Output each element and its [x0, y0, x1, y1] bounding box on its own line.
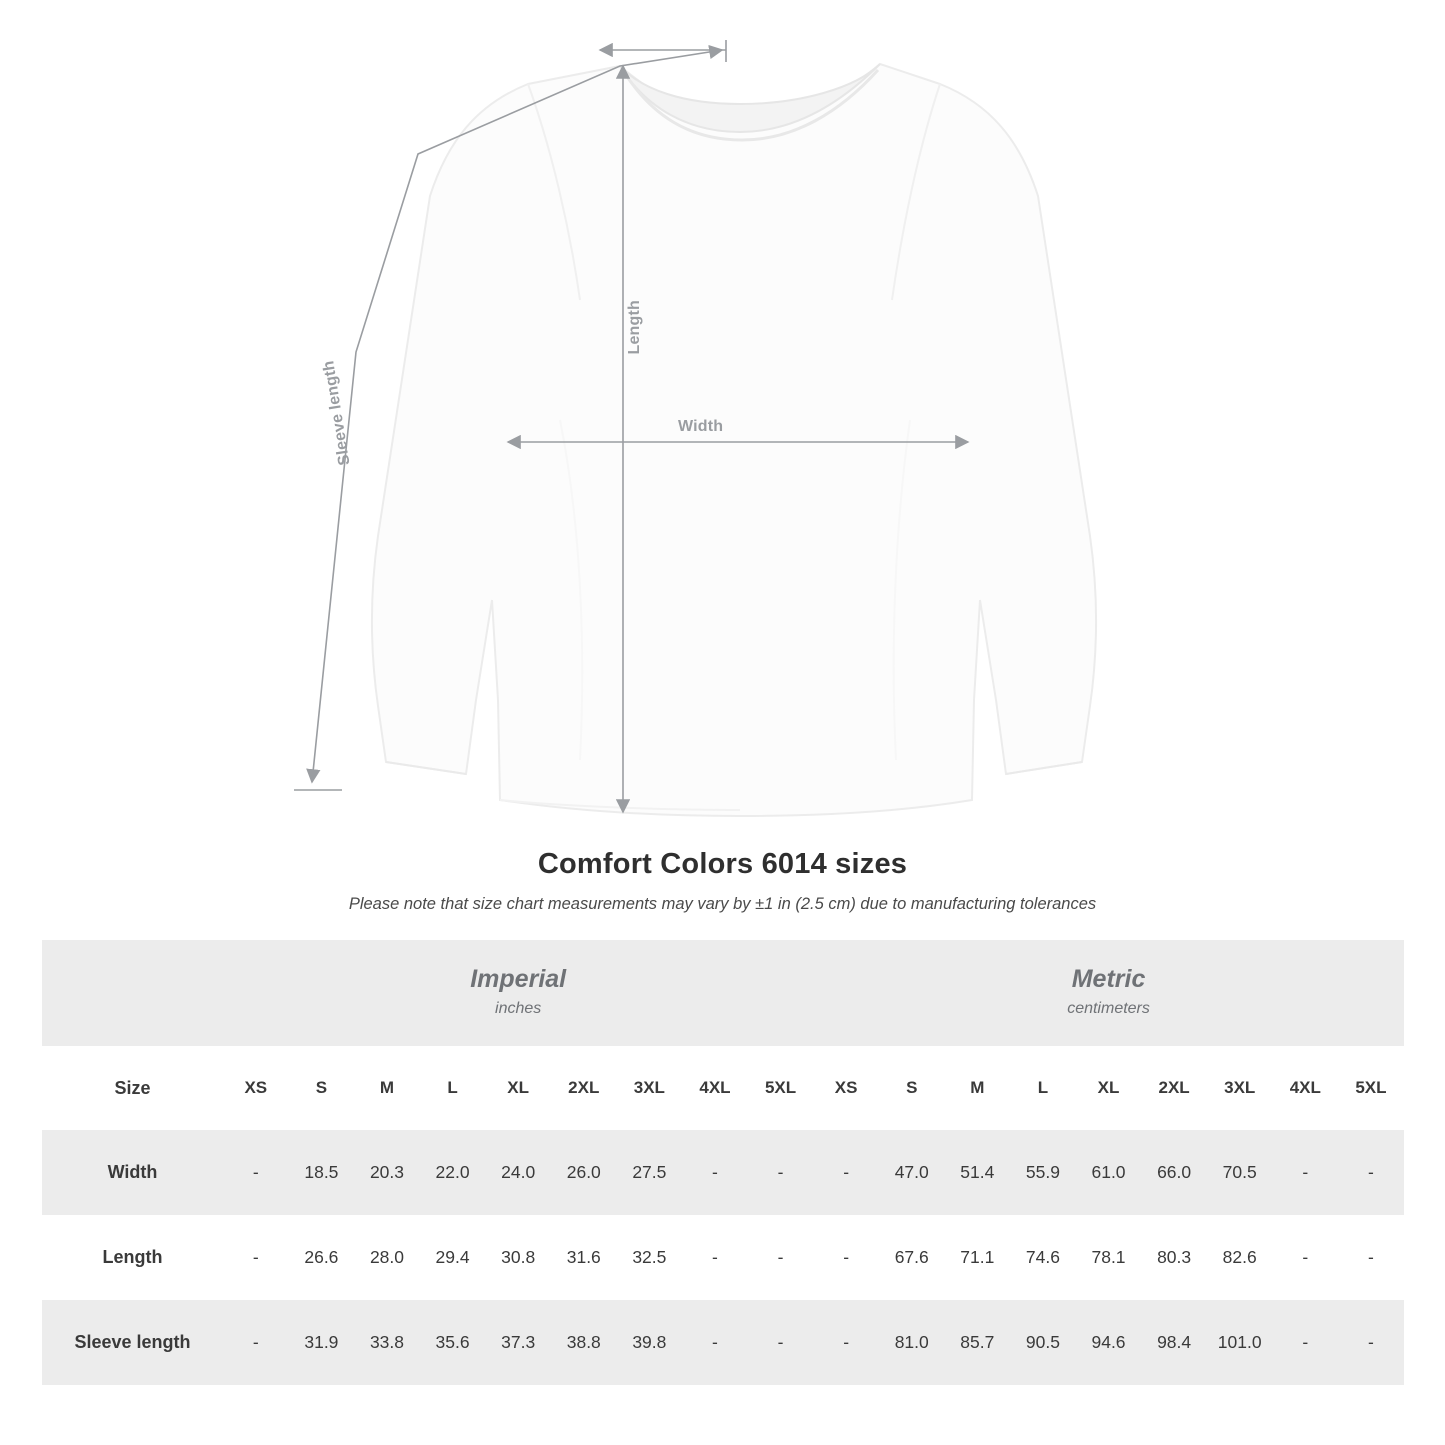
length-label: Length [626, 300, 643, 355]
cell-width-metric-xs: - [813, 1130, 879, 1215]
size-col-imperial-s: S [289, 1046, 355, 1130]
cell-length-imperial-xl: 30.8 [485, 1215, 551, 1300]
cell-length-metric-m: 71.1 [945, 1215, 1011, 1300]
cell-sleeve-imperial-xs: - [223, 1300, 289, 1385]
page-title: Comfort Colors 6014 sizes [537, 848, 908, 880]
size-col-imperial-m: M [354, 1046, 420, 1130]
cell-sleeve-imperial-m: 33.8 [354, 1300, 420, 1385]
table-row [42, 1215, 1404, 1300]
cell-width-imperial-s: 18.5 [289, 1130, 355, 1215]
cell-length-metric-l: 74.6 [1010, 1215, 1076, 1300]
cell-width-imperial-xs: - [223, 1130, 289, 1215]
sleeve-length-label-text: Sleeve length [320, 359, 354, 467]
size-col-metric-4xl: 4XL [1273, 1046, 1339, 1130]
unit-header-metric [813, 940, 1403, 1046]
unit-header-imperial [223, 940, 813, 1046]
cell-sleeve-imperial-3xl: 39.8 [617, 1300, 683, 1385]
unit-sub-metric: centimeters [1067, 1000, 1150, 1018]
size-col-imperial-xl: XL [485, 1046, 551, 1130]
cell-width-imperial-xl: 24.0 [485, 1130, 551, 1215]
cell-length-metric-5xl: - [1338, 1215, 1404, 1300]
cell-width-imperial-m: 20.3 [354, 1130, 420, 1215]
size-col-metric-xs: XS [813, 1046, 879, 1130]
cell-width-metric-xl: 61.0 [1076, 1130, 1142, 1215]
size-col-metric-2xl: 2XL [1141, 1046, 1207, 1130]
cell-width-metric-5xl: - [1338, 1130, 1404, 1215]
unit-header-row [42, 940, 1404, 1046]
table-row [42, 1300, 1404, 1385]
tolerance-note: Please note that size chart measurements may vary by ±1 in (2.5 cm) due to manufacturing tolerances [348, 895, 1097, 913]
size-col-imperial-4xl: 4XL [682, 1046, 748, 1130]
cell-width-metric-2xl: 66.0 [1141, 1130, 1207, 1215]
size-col-metric-xl: XL [1076, 1046, 1142, 1130]
cell-width-metric-3xl: 70.5 [1207, 1130, 1273, 1215]
cell-sleeve-metric-5xl: - [1338, 1300, 1404, 1385]
cell-length-metric-s: 67.6 [879, 1215, 945, 1300]
unit-name-imperial: Imperial [470, 964, 567, 993]
cell-sleeve-imperial-2xl: 38.8 [551, 1300, 617, 1385]
shirt-shape [372, 64, 1096, 816]
cell-length-metric-xs: - [813, 1215, 879, 1300]
cell-length-imperial-3xl: 32.5 [617, 1215, 683, 1300]
cell-width-imperial-l: 22.0 [420, 1130, 486, 1215]
size-table [42, 940, 1404, 1385]
size-header-cell: Size [42, 1046, 223, 1130]
cell-width-metric-l: 55.9 [1010, 1130, 1076, 1215]
cell-sleeve-imperial-5xl: - [748, 1300, 814, 1385]
cell-width-imperial-5xl: - [748, 1130, 814, 1215]
cell-length-imperial-4xl: - [682, 1215, 748, 1300]
cell-sleeve-metric-3xl: 101.0 [1207, 1300, 1273, 1385]
cell-width-metric-m: 51.4 [945, 1130, 1011, 1215]
cell-sleeve-imperial-s: 31.9 [289, 1300, 355, 1385]
cell-width-imperial-3xl: 27.5 [617, 1130, 683, 1215]
cell-width-metric-4xl: - [1273, 1130, 1339, 1215]
cell-sleeve-imperial-xl: 37.3 [485, 1300, 551, 1385]
cell-length-metric-xl: 78.1 [1076, 1215, 1142, 1300]
cell-width-imperial-2xl: 26.0 [551, 1130, 617, 1215]
row-label-length: Length [42, 1215, 223, 1300]
size-col-imperial-xs: XS [223, 1046, 289, 1130]
cell-sleeve-metric-l: 90.5 [1010, 1300, 1076, 1385]
row-label-width: Width [42, 1130, 223, 1215]
size-col-imperial-2xl: 2XL [551, 1046, 617, 1130]
size-col-metric-s: S [879, 1046, 945, 1130]
size-col-imperial-3xl: 3XL [617, 1046, 683, 1130]
cell-length-imperial-2xl: 31.6 [551, 1215, 617, 1300]
cell-sleeve-metric-2xl: 98.4 [1141, 1300, 1207, 1385]
cell-width-metric-s: 47.0 [879, 1130, 945, 1215]
size-col-imperial-l: L [420, 1046, 486, 1130]
width-label: Width [678, 418, 724, 435]
size-table-wrap [0, 940, 1445, 1385]
size-col-metric-3xl: 3XL [1207, 1046, 1273, 1130]
cell-length-metric-4xl: - [1273, 1215, 1339, 1300]
cell-sleeve-imperial-l: 35.6 [420, 1300, 486, 1385]
unit-header-spacer [42, 940, 223, 1046]
cell-sleeve-metric-4xl: - [1273, 1300, 1339, 1385]
size-col-metric-m: M [945, 1046, 1011, 1130]
table-row [42, 1130, 1404, 1215]
cell-width-imperial-4xl: - [682, 1130, 748, 1215]
cell-length-metric-3xl: 82.6 [1207, 1215, 1273, 1300]
cell-sleeve-metric-xl: 94.6 [1076, 1300, 1142, 1385]
cell-sleeve-metric-s: 81.0 [879, 1300, 945, 1385]
cell-length-imperial-m: 28.0 [354, 1215, 420, 1300]
unit-sub-imperial: inches [495, 1000, 542, 1018]
size-header-row [42, 1046, 1404, 1130]
unit-name-metric: Metric [1071, 964, 1146, 993]
size-col-metric-l: L [1010, 1046, 1076, 1130]
cell-sleeve-imperial-4xl: - [682, 1300, 748, 1385]
cell-length-imperial-xs: - [223, 1215, 289, 1300]
cell-sleeve-metric-xs: - [813, 1300, 879, 1385]
cell-length-imperial-s: 26.6 [289, 1215, 355, 1300]
row-label-sleeve-length: Sleeve length [42, 1300, 223, 1385]
cell-sleeve-metric-m: 85.7 [945, 1300, 1011, 1385]
cell-length-imperial-l: 29.4 [420, 1215, 486, 1300]
title-block [0, 848, 1445, 914]
size-col-metric-5xl: 5XL [1338, 1046, 1404, 1130]
cell-length-imperial-5xl: - [748, 1215, 814, 1300]
cell-length-metric-2xl: 80.3 [1141, 1215, 1207, 1300]
size-col-imperial-5xl: 5XL [748, 1046, 814, 1130]
